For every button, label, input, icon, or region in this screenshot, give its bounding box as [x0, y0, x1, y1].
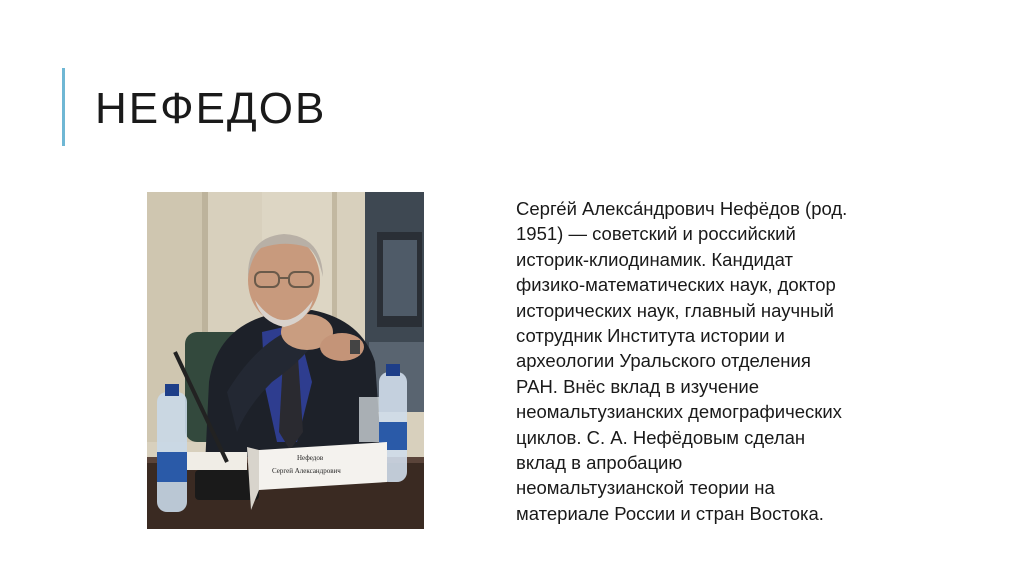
- bio-line: археологии Уральского отделения: [516, 350, 811, 372]
- bio-line: исторических наук, главный научный: [516, 299, 834, 321]
- nameplate-line2: Сергей Александрович: [272, 467, 341, 475]
- bio-line: вклад в апробацию: [516, 452, 683, 474]
- title-accent-bar: [62, 68, 65, 146]
- bio-line: сотрудник Института истории и: [516, 325, 785, 347]
- bio-line: 1951) — советский и российский: [516, 223, 796, 245]
- bio-line: циклов. С. А. Нефёдовым сделан: [516, 426, 806, 448]
- slide-title: НЕФЕДОВ: [95, 84, 327, 133]
- bio-line: РАН. Внёс вклад в изучение: [516, 375, 760, 397]
- bio-line: Серге́й Алекса́ндрович Нефёдов (род.: [516, 198, 848, 219]
- bio-text: [516, 196, 916, 526]
- bio-line: историк-клиодинамик. Кандидат: [516, 248, 793, 270]
- nameplate-line1: Нефедов: [297, 454, 324, 462]
- bio-line: материале России и стран Востока.: [516, 502, 824, 524]
- bio-line: физико-математических наук, доктор: [516, 274, 836, 296]
- portrait-photo: [147, 192, 424, 529]
- bio-line: неомальтузианских демографических: [516, 401, 842, 423]
- bio-line: неомальтузианской теории на: [516, 477, 775, 499]
